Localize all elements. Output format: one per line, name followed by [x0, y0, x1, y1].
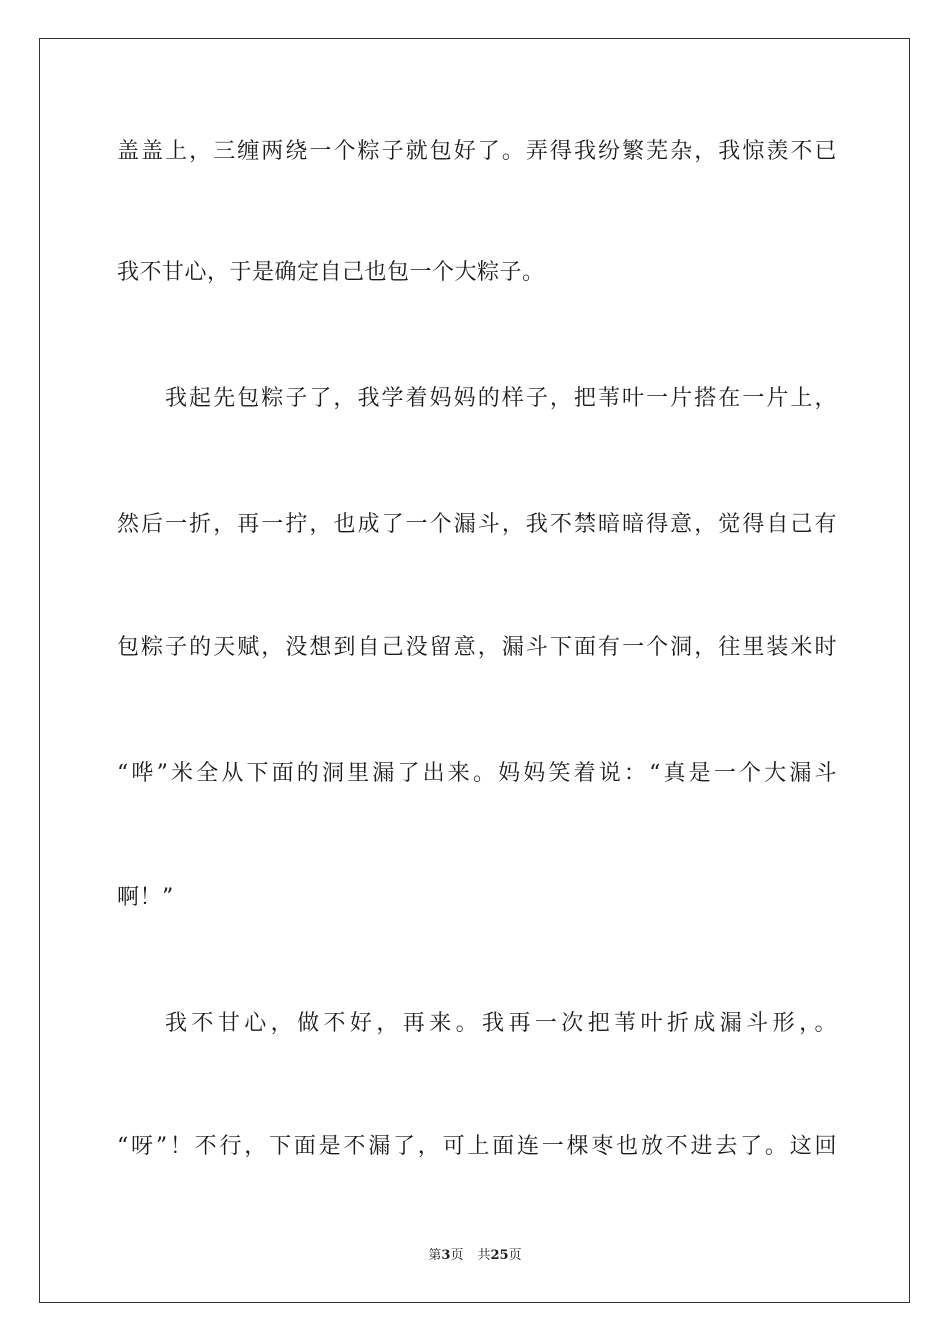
- paragraph-line-2: 我不甘心，于是确定自己也包一个大粽子。: [117, 260, 545, 285]
- page-border: [39, 38, 910, 1303]
- paragraph-line-9: “呀”！不行，下面是不漏了，可上面连一棵枣也放不进去了。这回: [117, 1134, 837, 1159]
- page-prefix: 第: [428, 1248, 442, 1263]
- total-pages: 25: [490, 1248, 509, 1263]
- paragraph-line-6: “哗”米全从下面的洞里漏了出来。妈妈笑着说：“真是一个大漏斗: [117, 761, 837, 786]
- paragraph-line-5: 包粽子的天赋，没想到自己没留意，漏斗下面有一个洞，往里装米时: [117, 635, 837, 660]
- page-suffix: 页: [450, 1248, 464, 1263]
- page-number: 3: [441, 1248, 451, 1263]
- paragraph-line-4: 然后一折，再一拧，也成了一个漏斗，我不禁暗暗得意，觉得自己有: [117, 512, 837, 537]
- page-footer: [0, 1247, 950, 1265]
- total-prefix: 共: [477, 1248, 491, 1263]
- paragraph-line-7: 啊！”: [117, 885, 174, 910]
- paragraph-line-1: 盖盖上，三缠两绕一个粽子就包好了。弄得我纷繁芜杂，我惊羡不已: [117, 139, 837, 164]
- paragraph-line-3: 我起先包粽子了，我学着妈妈的样子，把苇叶一片搭在一片上，: [165, 386, 837, 411]
- paragraph-line-8: 我不甘心，做不好，再来。我再一次把苇叶折成漏斗形，。: [165, 1011, 837, 1036]
- total-suffix: 页: [508, 1248, 522, 1263]
